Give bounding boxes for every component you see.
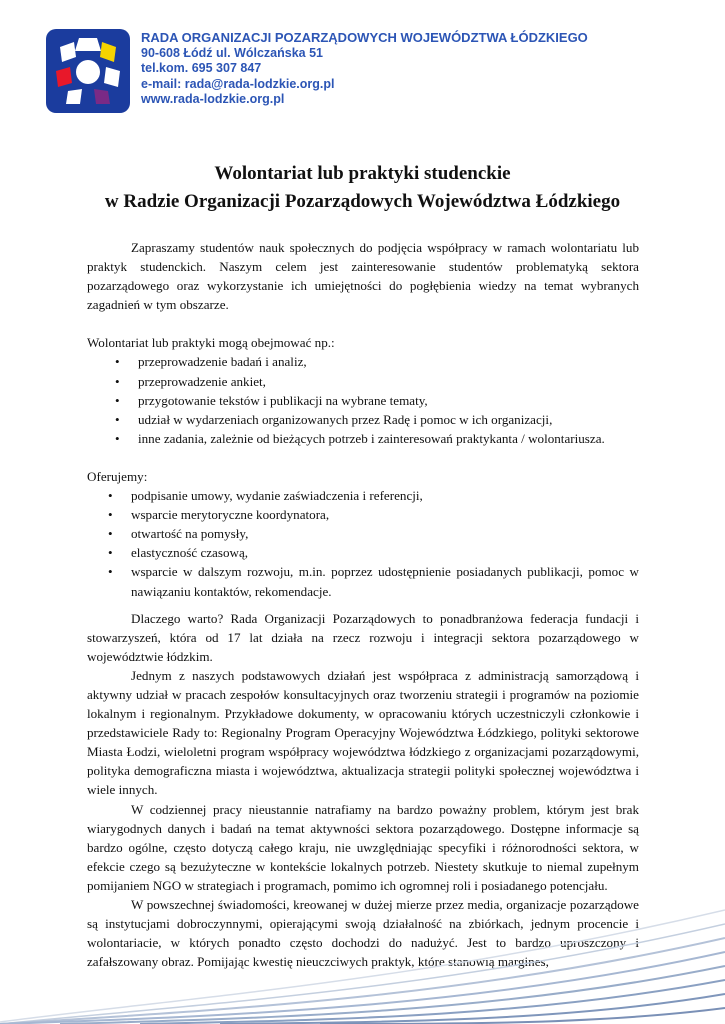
- organization-header: [141, 30, 588, 108]
- list-item: • wsparcie merytoryczne koordynatora,: [87, 505, 639, 524]
- logo-top-shape: [75, 38, 101, 51]
- list-item: • elastyczność czasową,: [87, 543, 639, 562]
- list-item: • podpisanie umowy, wydanie zaświadczenia i referencji,: [87, 486, 639, 505]
- list-item: • przeprowadzenie ankiet,: [87, 372, 639, 391]
- paragraph-cooperation: Jednym z naszych podstawowych działań jest współpraca z administracją samorządową i aktywny udział w pracach zespołów konsultacyjnych oraz tworzeniu strategii i programów na poziomie lokalnym i regionalnym. Przykładowe dokumenty, w opracowaniu których uczestniczyli członkowie i przedstawiciele Rady to: Regionalny Program Operacyjny Województwa Łódzkiego, polityki sektorowe Miasta Łodzi, wieloletni program współpracy województwa łódzkiego z organizacjami pozarządowymi, polityka demograficzna miasta i województwa, aktualizacja strategii polityki społecznej województwa i wiele innych.: [87, 667, 639, 798]
- list-item: • przeprowadzenie badań i analiz,: [87, 352, 639, 371]
- title-line-1: Wolontariat lub praktyki studenckie: [214, 163, 511, 184]
- organization-address: 90-608 Łódź ul. Wólczańska 51: [141, 45, 324, 60]
- logo-bottom-left-shape: [66, 89, 82, 104]
- organization-logo: [46, 29, 130, 113]
- organization-phone: tel.kom. 695 307 847: [141, 61, 262, 75]
- document-body: [87, 238, 639, 971]
- list-item: • wsparcie w dalszym rozwoju, m.in. poprzez udostępnienie posiadanych publikacji, pomoc w nawiązaniu kontaktów, rekomendacje.: [87, 562, 639, 600]
- list-item: • udział w wydarzeniach organizowanych przez Radę i pomoc w ich organizacji,: [87, 410, 639, 429]
- offer-heading: Oferujemy:: [87, 468, 148, 484]
- list-item: • inne zadania, zależnie od bieżących potrzeb i zainteresowań praktykanta / wolontariusza.: [87, 429, 639, 448]
- offer-list: [87, 486, 639, 601]
- scope-list: [87, 352, 639, 447]
- organization-website: www.rada-lodzkie.org.pl: [141, 92, 285, 106]
- title-line-2: w Radzie Organizacji Pozarządowych Województwa Łódzkiego: [104, 191, 621, 212]
- paragraph-perception: W powszechnej świadomości, kreowanej w dużej mierze przez media, organizacje pozarządowe są instytucjami dobroczynnymi, opierającymi swoją działalność na zbiórkach, jednym procencie i wolontariacie, w których ponadto często dochodzi do nadużyć. Jest to bardzo uproszczony i zafałszowany obraz. Pomijając kwestię nieuczciwych praktyk, które stanowią margines,: [87, 897, 639, 970]
- paragraph-problem: W codziennej pracy nieustannie natrafiamy na bardzo poważny problem, którym jest brak wiarygodnych danych i badań na temat aktywności sektora pozarządowego. Dostępne informacje są bardzo ogólne, często dotyczą całego kraju, nie uwzględniając specyfiki i różnorodności sektora, w efekcie czego są bezużyteczne w kontekście lokalnych potrzeb. Niestety skutkuje to niemal zupełnym pomijaniem NGO w strategiach i programach, pomimo ich ogromnej roli i posiadanego potencjału.: [87, 801, 639, 893]
- logo-bottom-right-shape: [94, 89, 110, 104]
- intro-paragraph: Zapraszamy studentów nauk społecznych do podjęcia współpracy w ramach wolontariatu lub praktyk studenckich. Naszym celem jest zainteresowanie studentów problematyką sektora pozarządowego oraz wykorzystanie ich umiejętności do pogłębienia wiedzy na temat wybranych zagadnień w tym obszarze.: [87, 240, 639, 313]
- scope-heading: Wolontariat lub praktyki mogą obejmować np.:: [87, 335, 335, 351]
- footer-swoosh-decoration: [0, 894, 725, 1024]
- list-item: • otwartość na pomysły,: [87, 524, 639, 543]
- logo-center-circle: [76, 60, 100, 84]
- list-item: • przygotowanie tekstów i publikacji na wybrane tematy,: [87, 391, 639, 410]
- organization-name: RADA ORGANIZACJI POZARZĄDOWYCH WOJEWÓDZTWA ŁÓDZKIEGO: [141, 30, 588, 45]
- document-title: [0, 160, 725, 216]
- organization-email: e-mail: rada@rada-lodzkie.org.pl: [141, 76, 335, 91]
- paragraph-why: Dlaczego warto? Rada Organizacji Pozarządowych to ponadbranżowa federacja fundacji i stowarzyszeń, która od 17 lat działa na rzecz rozwoju i integracji sektora pozarządowego w województwie łódzkim.: [87, 610, 639, 664]
